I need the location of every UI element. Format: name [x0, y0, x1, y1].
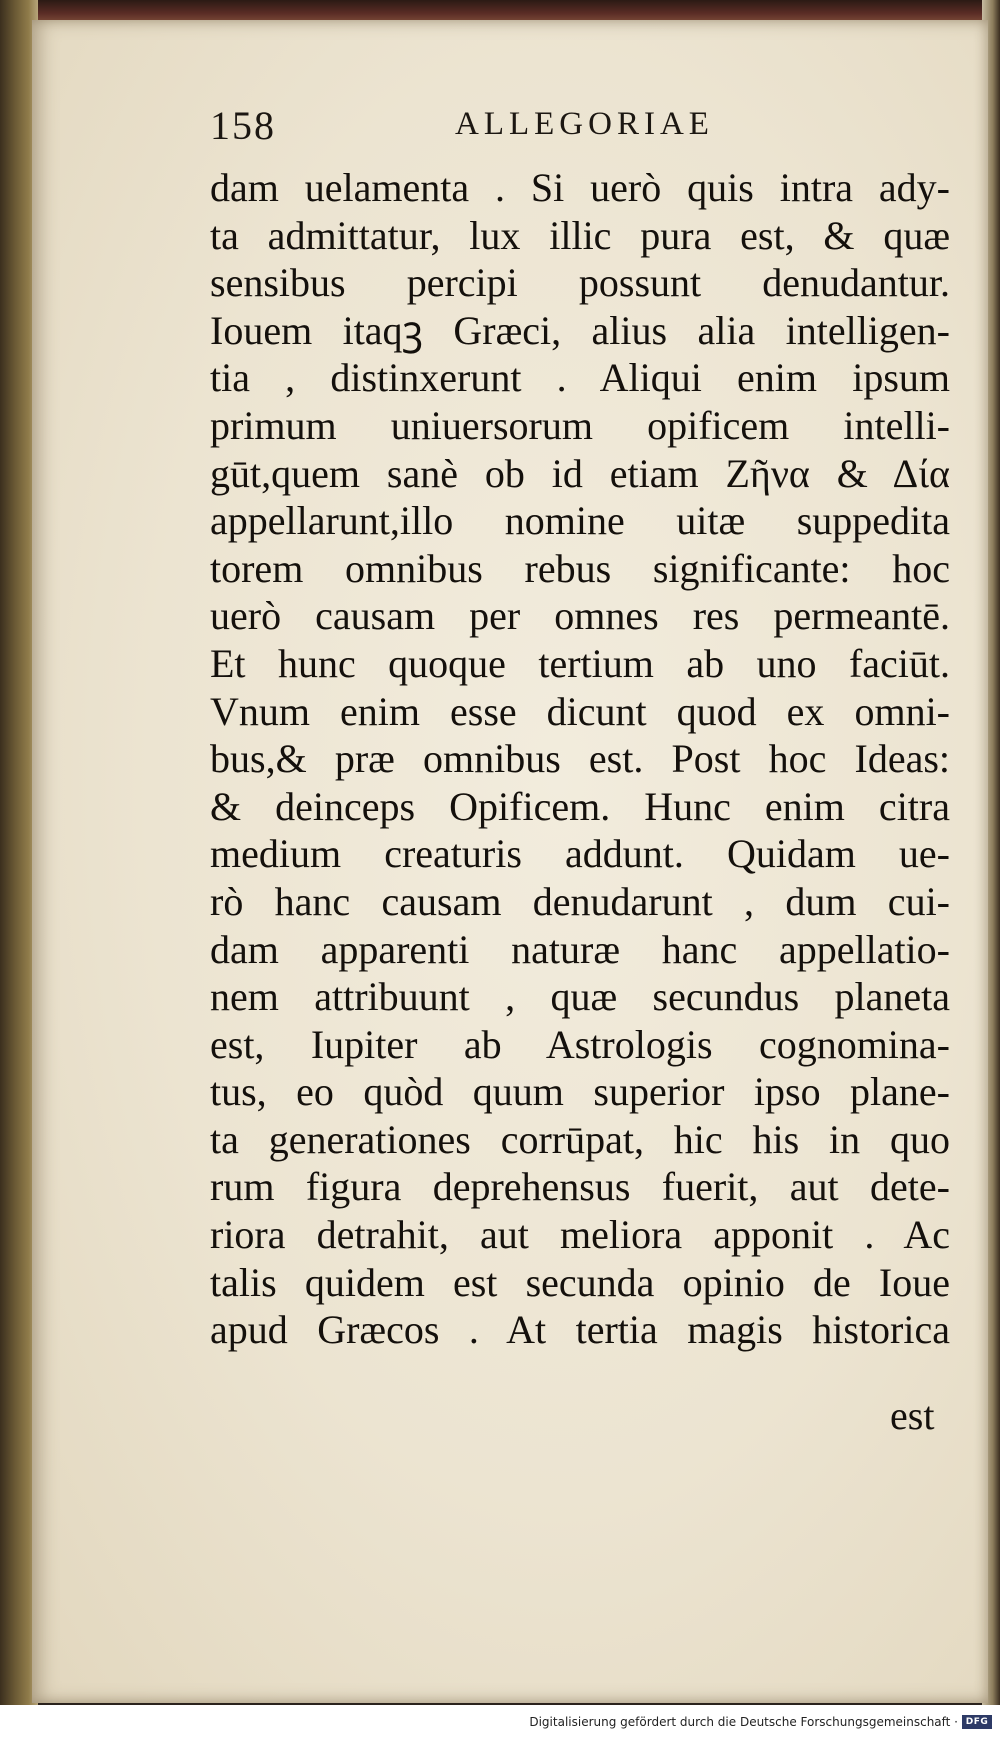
dfg-logo: DFG: [962, 1715, 992, 1729]
book-binding-top: [0, 0, 1000, 22]
text-line: ta generationes corrūpat, hic his in quo: [210, 1116, 950, 1162]
text-line: medium creaturis addunt. Quidam ue-: [210, 831, 950, 877]
text-line: sensibus percipi possunt denudantur.: [210, 260, 950, 306]
text-line: bus,& præ omnibus est. Post hoc Ideas:: [210, 736, 950, 782]
running-head: ALLEGORIAE: [455, 106, 714, 142]
text-line: apud Græcos . At tertia magis historica: [210, 1307, 950, 1353]
text-line: dam apparenti naturæ hanc appellatio-: [210, 926, 950, 972]
text-line: tus, eo quòd quum superior ipso plane-: [210, 1069, 950, 1115]
text-line: Et hunc quoque tertium ab uno faciūt.: [210, 640, 950, 686]
text-line: ta admittatur, lux illic pura est, & quæ: [210, 212, 950, 258]
digitization-credit: [529, 1713, 992, 1731]
text-line: dam uelamenta . Si uerò quis intra ady-: [210, 165, 950, 210]
body-text: [210, 164, 960, 1354]
text-line: uerò causam per omnes res permeantē.: [210, 593, 950, 639]
text-line: Iouem itaqꝫ Græci, alius alia intelligen-: [210, 307, 950, 353]
credit-text: Digitalisierung gefördert durch die Deutsche Forschungsgemeinschaft ·: [529, 1715, 958, 1729]
catchword: est: [890, 1393, 935, 1438]
text-line: est, Iupiter ab Astrologis cognomina-: [210, 1021, 950, 1067]
text-line: tia , distinxerunt . Aliqui enim ipsum: [210, 355, 950, 401]
text-line: gūt,quem sanè ob id etiam Ζῆνα & Δία: [210, 450, 950, 496]
text-line: & deinceps Opificem. Hunc enim citra: [210, 783, 950, 829]
text-line: talis quidem est secunda opinio de Ioue: [210, 1259, 950, 1305]
page-number: 158: [210, 103, 276, 148]
text-line: nem attribuunt , quæ secundus planeta: [210, 974, 950, 1020]
text-line: appellarunt,illo nomine uitæ suppedita: [210, 498, 950, 544]
text-line: primum uniuersorum opificem intelli-: [210, 402, 950, 448]
text-line: rò hanc causam denudarunt , dum cui-: [210, 878, 950, 924]
text-line: riora detrahit, aut meliora apponit . Ac: [210, 1212, 950, 1258]
text-line: rum figura deprehensus fuerit, aut dete-: [210, 1164, 950, 1210]
page-header: [210, 102, 930, 152]
text-line: Vnum enim esse dicunt quod ex omni-: [210, 688, 950, 734]
text-line: torem omnibus rebus significante: hoc: [210, 545, 950, 591]
